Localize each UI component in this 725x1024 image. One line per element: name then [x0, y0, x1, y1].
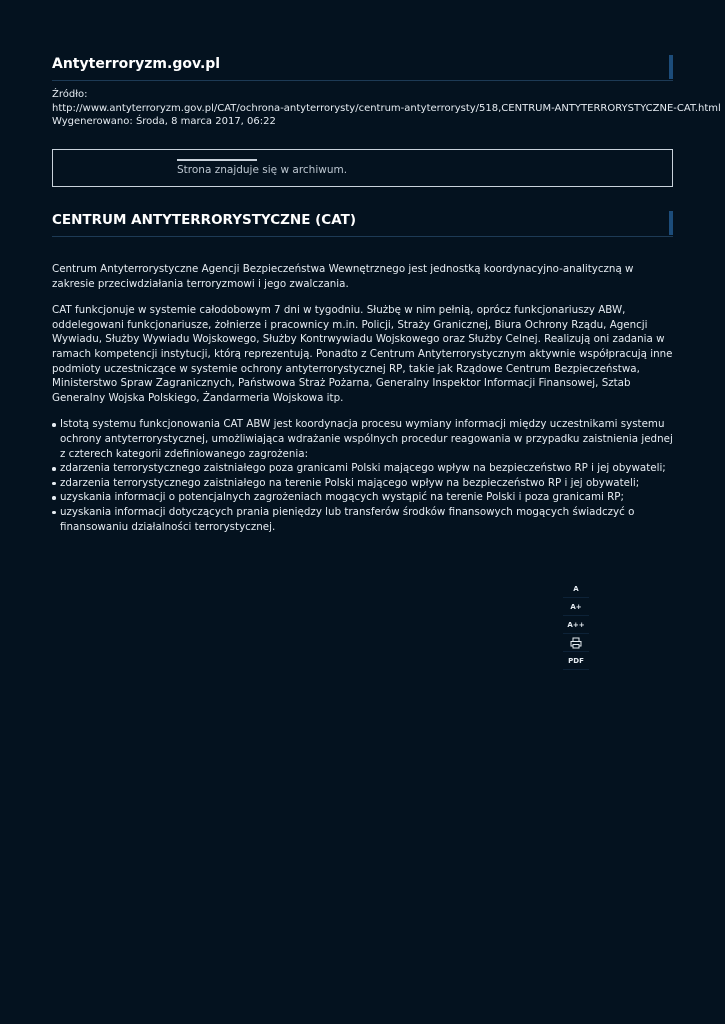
- print-button[interactable]: [563, 635, 589, 652]
- article-content: [52, 262, 677, 534]
- article-paragraph: Centrum Antyterrorystyczne Agencji Bezpieczeństwa Wewnętrznego jest jednostką koordynacyjno-analityczną w zakresie przeciwdziałania terroryzmowi i jego zwalczania.: [52, 263, 634, 290]
- site-header: [52, 55, 673, 81]
- archive-notice-box: [52, 149, 673, 187]
- article-paragraph: CAT funkcjonuje w systemie całodobowym 7 dni w tygodniu. Służbę w nim pełnią, oprócz funkcjonariuszy ABW, oddelegowani funkcjonariusze, żołnierze i pracownicy m.in. Policji, Straży Granicznej, Biura Ochrony Rządu, Agencji Wywiadu, Służby Wywiadu Wojskowego, Służby Kontrwywiadu Wojskowego oraz Służby Celnej. Realizują oni zadania w ramach kompetencji instytucji, którą reprezentują. Ponadto z Centrum Antyterrorystycznym aktywnie współpracują inne podmioty uczestniczące w systemie ochrony antyterrorystycznej RP, takie jak Rządowe Centrum Bezpieczeństwa, Ministerstwo Spraw Zagranicznych, Państwowa Straż Pożarna, Generalny Inspektor Informacji Finansowej, Sztab Generalny Wojska Polskiego, Żandarmeria Wojskowa itp.: [52, 304, 673, 404]
- site-title[interactable]: Antyterroryzm.gov.pl: [52, 56, 221, 72]
- article-header: [52, 211, 673, 237]
- list-item: Istotą systemu funkcjonowania CAT ABW jest koordynacja procesu wymiany informacji między uczestnikami systemu ochrony antyterrorystycznej, umożliwiająca wdrażanie wspólnych procedur reagowania w przypadku zaistnienia jednej z czterech kategorii zdefiniowanego zagrożenia:: [52, 417, 677, 461]
- pdf-button[interactable]: PDF: [563, 653, 589, 670]
- archive-notice: Strona znajduje się w archiwum.: [177, 164, 348, 176]
- page-tools: [563, 581, 593, 671]
- header-accent-bar: [669, 55, 673, 79]
- list-item: zdarzenia terrorystycznego zaistniałego na terenie Polski mającego wpływ na bezpieczeństwo RP i jej obywateli;: [52, 476, 677, 491]
- source-meta: [52, 88, 721, 129]
- font-size-large-button[interactable]: A+: [563, 599, 589, 616]
- generated-date: Wygenerowano: Środa, 8 marca 2017, 06:22: [52, 116, 276, 127]
- list-item: uzyskania informacji dotyczących prania pieniędzy lub transferów środków finansowych mogących świadczyć o finansowaniu działalności terrorystycznej.: [52, 505, 677, 534]
- source-label: Źródło:: [52, 89, 88, 100]
- source-url[interactable]: http://www.antyterroryzm.gov.pl/CAT/ochrona-antyterrorysty/centrum-antyterrorysty/518,CENTRUM-ANTYTERRORYSTYCZNE-CAT.html: [52, 102, 721, 114]
- article-title: CENTRUM ANTYTERRORYSTYCZNE (CAT): [52, 212, 356, 228]
- archive-divider: [177, 159, 257, 161]
- list-item: zdarzenia terrorystycznego zaistniałego poza granicami Polski mającego wpływ na bezpieczeństwo RP i jej obywateli;: [52, 461, 677, 476]
- font-size-xlarge-button[interactable]: A++: [563, 617, 589, 634]
- list-item: uzyskania informacji o potencjalnych zagrożeniach mogących wystąpić na terenie Polski i poza granicami RP;: [52, 490, 677, 505]
- font-size-normal-button[interactable]: A: [563, 581, 589, 598]
- article-accent-bar: [669, 211, 673, 235]
- article-bullet-list: [52, 417, 677, 534]
- printer-icon: [570, 637, 582, 649]
